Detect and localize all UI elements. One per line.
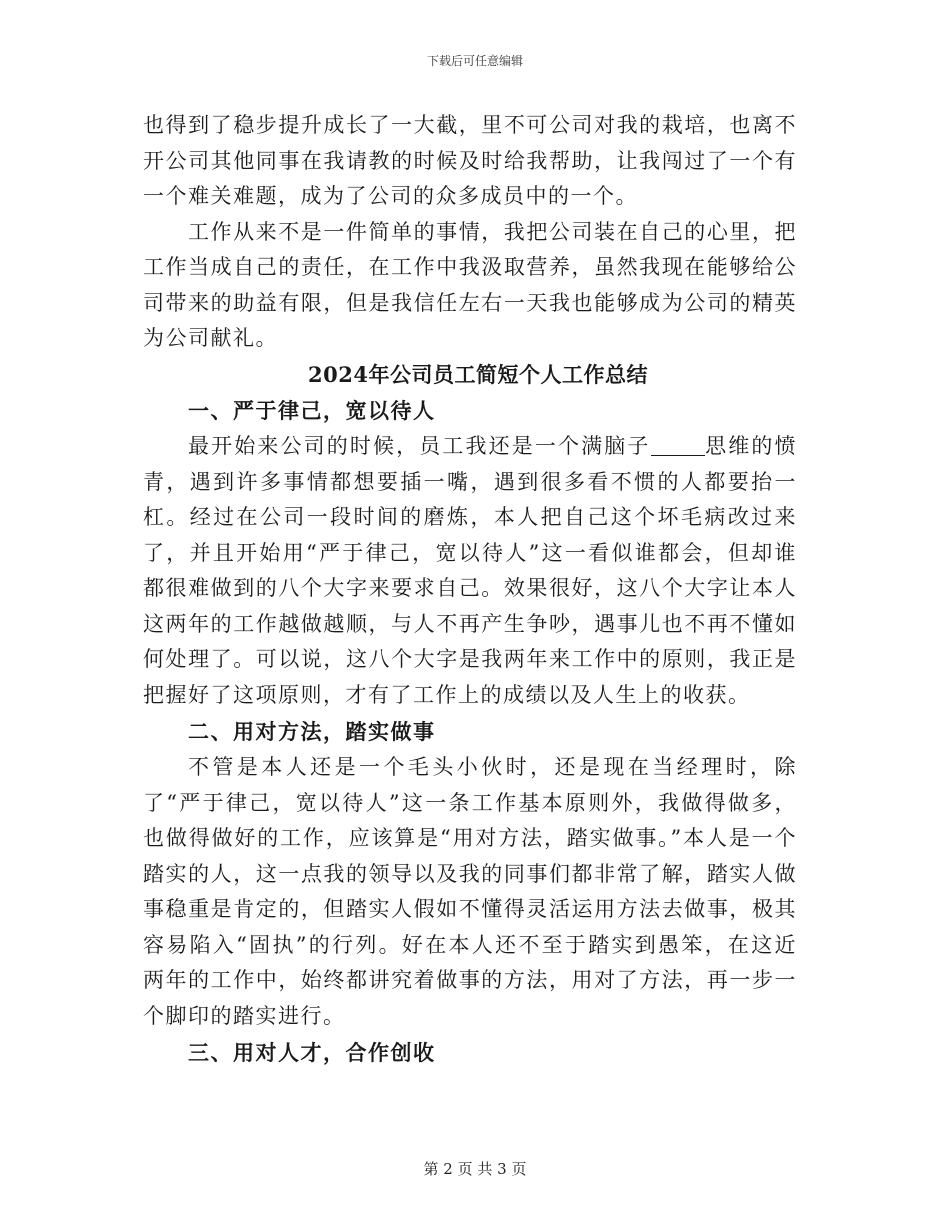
section-1-body-start: 最开始来公司的时候，员工我还是一个满脑子 <box>188 434 651 458</box>
section-3-heading: 三、用对人才，合作创收 <box>188 1040 436 1065</box>
section-1-body <box>143 429 797 713</box>
section-1-body-end: 思维的愤青，遇到许多事情都想要插一嘴，遇到很多看不惯的人都要抬一杠。经过在公司一段时间的磨炼，本人把自己这个坏毛病改过来了，并且开始用“严于律己，宽以待人”这一看似谁都会，但却谁都很难做到的八个大字来要求自己。效果很好，这八个大字让本人这两年的工作越做越顺，与人不再产生争吵，遇事儿也不再不懂如何处理了。可以说，这八个大字是我两年来工作中的原则，我正是把握好了这项原则，才有了工作上的成绩以及人生上的收获。 <box>143 434 797 707</box>
section-2-body: 不管是本人还是一个毛头小伙时，还是现在当经理时，除了“严于律己，宽以待人”这一条工作基本原则外，我做得做多，也做得做好的工作，应该算是“用对方法，踏实做事。”本人是一个踏实的人，这一点我的领导以及我的同事们都非常了解，踏实人做事稳重是肯定的，但踏实人假如不懂得灵活运用方法去做事，极其容易陷入“固执”的行列。好在本人还不至于踏实到愚笨，在这近两年的工作中，始终都讲究着做事的方法，用对了方法，再一步一个脚印的踏实进行。 <box>143 755 797 1028</box>
document-body <box>143 108 797 1071</box>
header-note: 下载后可任意编辑 <box>426 54 523 68</box>
paragraph-2: 工作从来不是一件简单的事情，我把公司装在自己的心里，把工作当成自己的责任，在工作中我汲取营养，虽然我现在能够给公司带来的助益有限，但是我信任左右一天我也能够成为公司的精英为公司献礼。 <box>143 219 797 350</box>
section-1-heading: 一、严于律己，宽以待人 <box>188 398 436 423</box>
fill-in-blank <box>651 435 705 456</box>
paragraph-1: 也得到了稳步提升成长了一大截，里不可公司对我的栽培，也离不开公司其他同事在我请教的时候及时给我帮助，让我闯过了一个有一个难关难题，成为了公司的众多成员中的一个。 <box>143 113 797 208</box>
section-2-heading: 二、用对方法，踏实做事 <box>188 719 436 744</box>
page-number: 第 2 页 共 3 页 <box>423 1160 527 1178</box>
document-title: 2024年公司员工简短个人工作总结 <box>308 361 648 387</box>
